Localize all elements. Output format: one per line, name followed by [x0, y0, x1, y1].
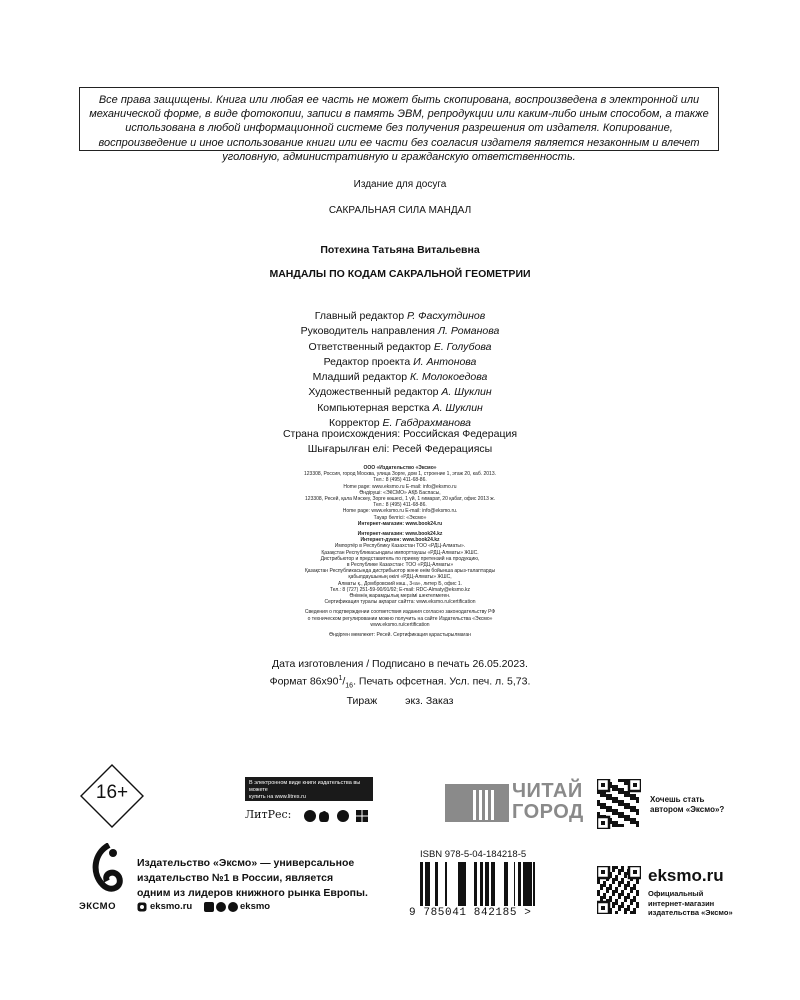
credit-line: Руководитель направления Л. Романова — [300, 325, 500, 338]
publisher-line: Сведения о подтверждении соответствия издания согласно законодательству РФ — [304, 609, 496, 616]
publisher-line: Home page: www.eksmo.ru E-mail: info@eksmo.ru. — [342, 508, 458, 515]
eksmo-site[interactable]: eksmo.ru — [648, 866, 724, 885]
credit-line: Главный редактор Р. Фасхутдинов — [314, 310, 486, 322]
telegram-icon — [216, 902, 226, 912]
publisher-line: Сертификация туралы ақпарат сайтта: www.eksmo.ru/certification — [324, 599, 476, 606]
credits-list — [0, 309, 800, 431]
publisher-line: Интернет-магазин: www.book24.ru — [357, 520, 443, 527]
author-name: Потехина Татьяна Витальевна — [320, 244, 480, 256]
edition-type: Издание для досуга — [353, 179, 447, 190]
origin-kz: Шығарылған елі: Ресей Федерациясы — [307, 443, 493, 455]
publisher-line: Алматы қ., Домбровский көш., 3«а», литер Б, офис 1. — [337, 580, 463, 587]
apple-icon — [319, 811, 329, 822]
publisher-line: Өнімнің жарамдылық мерзімі шектелмеген. — [349, 593, 451, 600]
social-site[interactable]: eksmo.ru — [150, 901, 193, 912]
print-date: Дата изготовления / Подписано в печать 26.05.2023. — [272, 658, 528, 670]
social-network-icons — [204, 902, 238, 912]
author-invite: Хочешь стать автором «Эксмо»? — [650, 795, 725, 814]
publisher-line: Тел.: 8 (727) 251-59-90/91/92; E-mail: RDC-Almaty@eksmo.kz — [329, 586, 471, 593]
publisher-line: в Республике Казахстан: ТОО «РДЦ-Алматы» — [346, 562, 454, 569]
credit-line: Компьютерная верстка А. Шуклин — [317, 401, 483, 414]
print-info — [0, 657, 800, 708]
android-icon — [304, 810, 316, 822]
publisher-line: Тауар белгісі: «Эксмо» — [373, 514, 427, 521]
publisher-line: Қазақстан Республикасындағы импорттаушы «РДЦ-Алматы» ЖШС. — [321, 549, 479, 556]
print-run: Тираж экз. Заказ — [346, 694, 454, 707]
publisher-line: Тел.: 8 (495) 411-68-86. — [373, 477, 427, 484]
eksmo-description: Издательство «Эксмо» — универсальное издательство №1 в России, является одним из лидеров книжного рынка Европы. — [137, 857, 368, 899]
publisher-line: о техническом регулировании можно получить на сайте Издательства «Эксмо» — [307, 615, 493, 622]
publisher-line: Импортёр в Республику Казахстан ТОО «РДЦ-Алматы». — [334, 543, 466, 550]
publisher-line: ООО «Издательство «Эксмо» — [363, 465, 437, 471]
chitai-gorod-logo-icon — [445, 784, 509, 822]
publisher-line: Өндірген мемлекет: Ресей. Сертификация қарастырылмаған — [329, 632, 471, 639]
publisher-line: Интернет-дүкен: www.book24.kz — [360, 537, 440, 544]
barcode-digits: 9 785041 842185 > — [409, 907, 532, 919]
publisher-line: қабылдаушының өкілі «РДЦ-Алматы» ЖШС, — [348, 574, 452, 581]
credit-line: Художественный редактор А. Шуклин — [308, 386, 492, 399]
publisher-line: 123308, Ресей, қала Мәскеу, Зорге көшесі, 1 үй, 1 ғимарат, 20 қабат, офис 2013 ж. — [305, 496, 495, 503]
eksmo-logo-icon — [89, 843, 125, 895]
vk-icon — [204, 902, 214, 912]
book-title: МАНДАЛЫ ПО КОДАМ САКРАЛЬНОЙ ГЕОМЕТРИИ — [269, 268, 531, 280]
publisher-info — [0, 465, 800, 638]
litres-logo: ЛитРес: — [245, 808, 292, 821]
credit-line: Младший редактор К. Молокоедова — [312, 371, 488, 384]
publisher-line: 123308, Россия, город Москва, улица Зорге, дом 1, строение 1, этаж 20, каб. 2013. — [304, 471, 496, 478]
origin-ru: Страна происхождения: Российская Федерация — [282, 428, 518, 440]
credit-line: Корректор Е. Габдрахманова — [328, 417, 472, 430]
odnoklassniki-icon — [228, 902, 238, 912]
rights-notice: Все права защищены. Книга или любая ее часть не может быть скопирована, воспроизведена в электронной или механической форме, в виде фотокопии, записи в память ЭВМ, репродукции или каким-либо иным способом, а также использована в любой информационной системе без получения разрешения от издателя. Копирование, воспроизведение и иное использование книги или ее части без согласия издателя является незаконным и влечет уголовную, административную и гражданскую ответственность. — [79, 87, 719, 151]
windows-phone-icon — [337, 810, 349, 822]
age-rating: 16+ — [95, 782, 129, 803]
qr-code-shop-icon — [597, 866, 641, 914]
litres-banner: В электронном виде книги издательства вы можете купить на www.litres.ru — [245, 777, 373, 801]
publisher-line: Интернет-магазин: www.book24.kz — [357, 531, 443, 538]
publisher-line: www.eksmo.ru/certification — [370, 621, 430, 628]
windows-icon — [363, 817, 369, 823]
publisher-line: Өндіруші: «ЭКСМО» АҚБ Баспасы, — [359, 489, 441, 496]
qr-code-author-icon — [597, 779, 641, 829]
app-store-icons — [303, 809, 371, 823]
publisher-line: Қазақстан Республикасында дистрибьютор және өнім бойынша арыз-талаптарды — [304, 568, 496, 575]
publisher-line: Home page: www.eksmo.ru E-mail: info@eksmo.ru — [343, 483, 457, 490]
site-description: Официальный интернет-магазин издательства «Эксмо» — [648, 889, 733, 917]
social-handle[interactable]: eksmo — [240, 901, 271, 912]
credit-line: Ответственный редактор Е. Голубова — [308, 340, 492, 353]
publisher-line: Тел.: 8 (495) 411-68-86. — [373, 502, 427, 509]
publisher-line: Дистрибьютор и представитель по приему претензий на продукцию, — [320, 555, 480, 562]
series-title: САКРАЛЬНАЯ СИЛА МАНДАЛ — [328, 205, 472, 216]
barcode-icon — [418, 862, 538, 908]
eksmo-wordmark: ЭКСМО — [79, 901, 116, 912]
instagram-icon — [137, 902, 147, 912]
print-format: Формат $86x90^1/_{16}$. Печать офсетная. Усл. печ. л. 5,73. — [269, 674, 531, 690]
credit-line: Редактор проекта И. Антонова — [323, 355, 477, 368]
isbn: ISBN 978-5-04-184218-5 — [420, 849, 527, 860]
chitai-gorod-label: ЧИТАЙ ГОРОД — [512, 780, 584, 823]
